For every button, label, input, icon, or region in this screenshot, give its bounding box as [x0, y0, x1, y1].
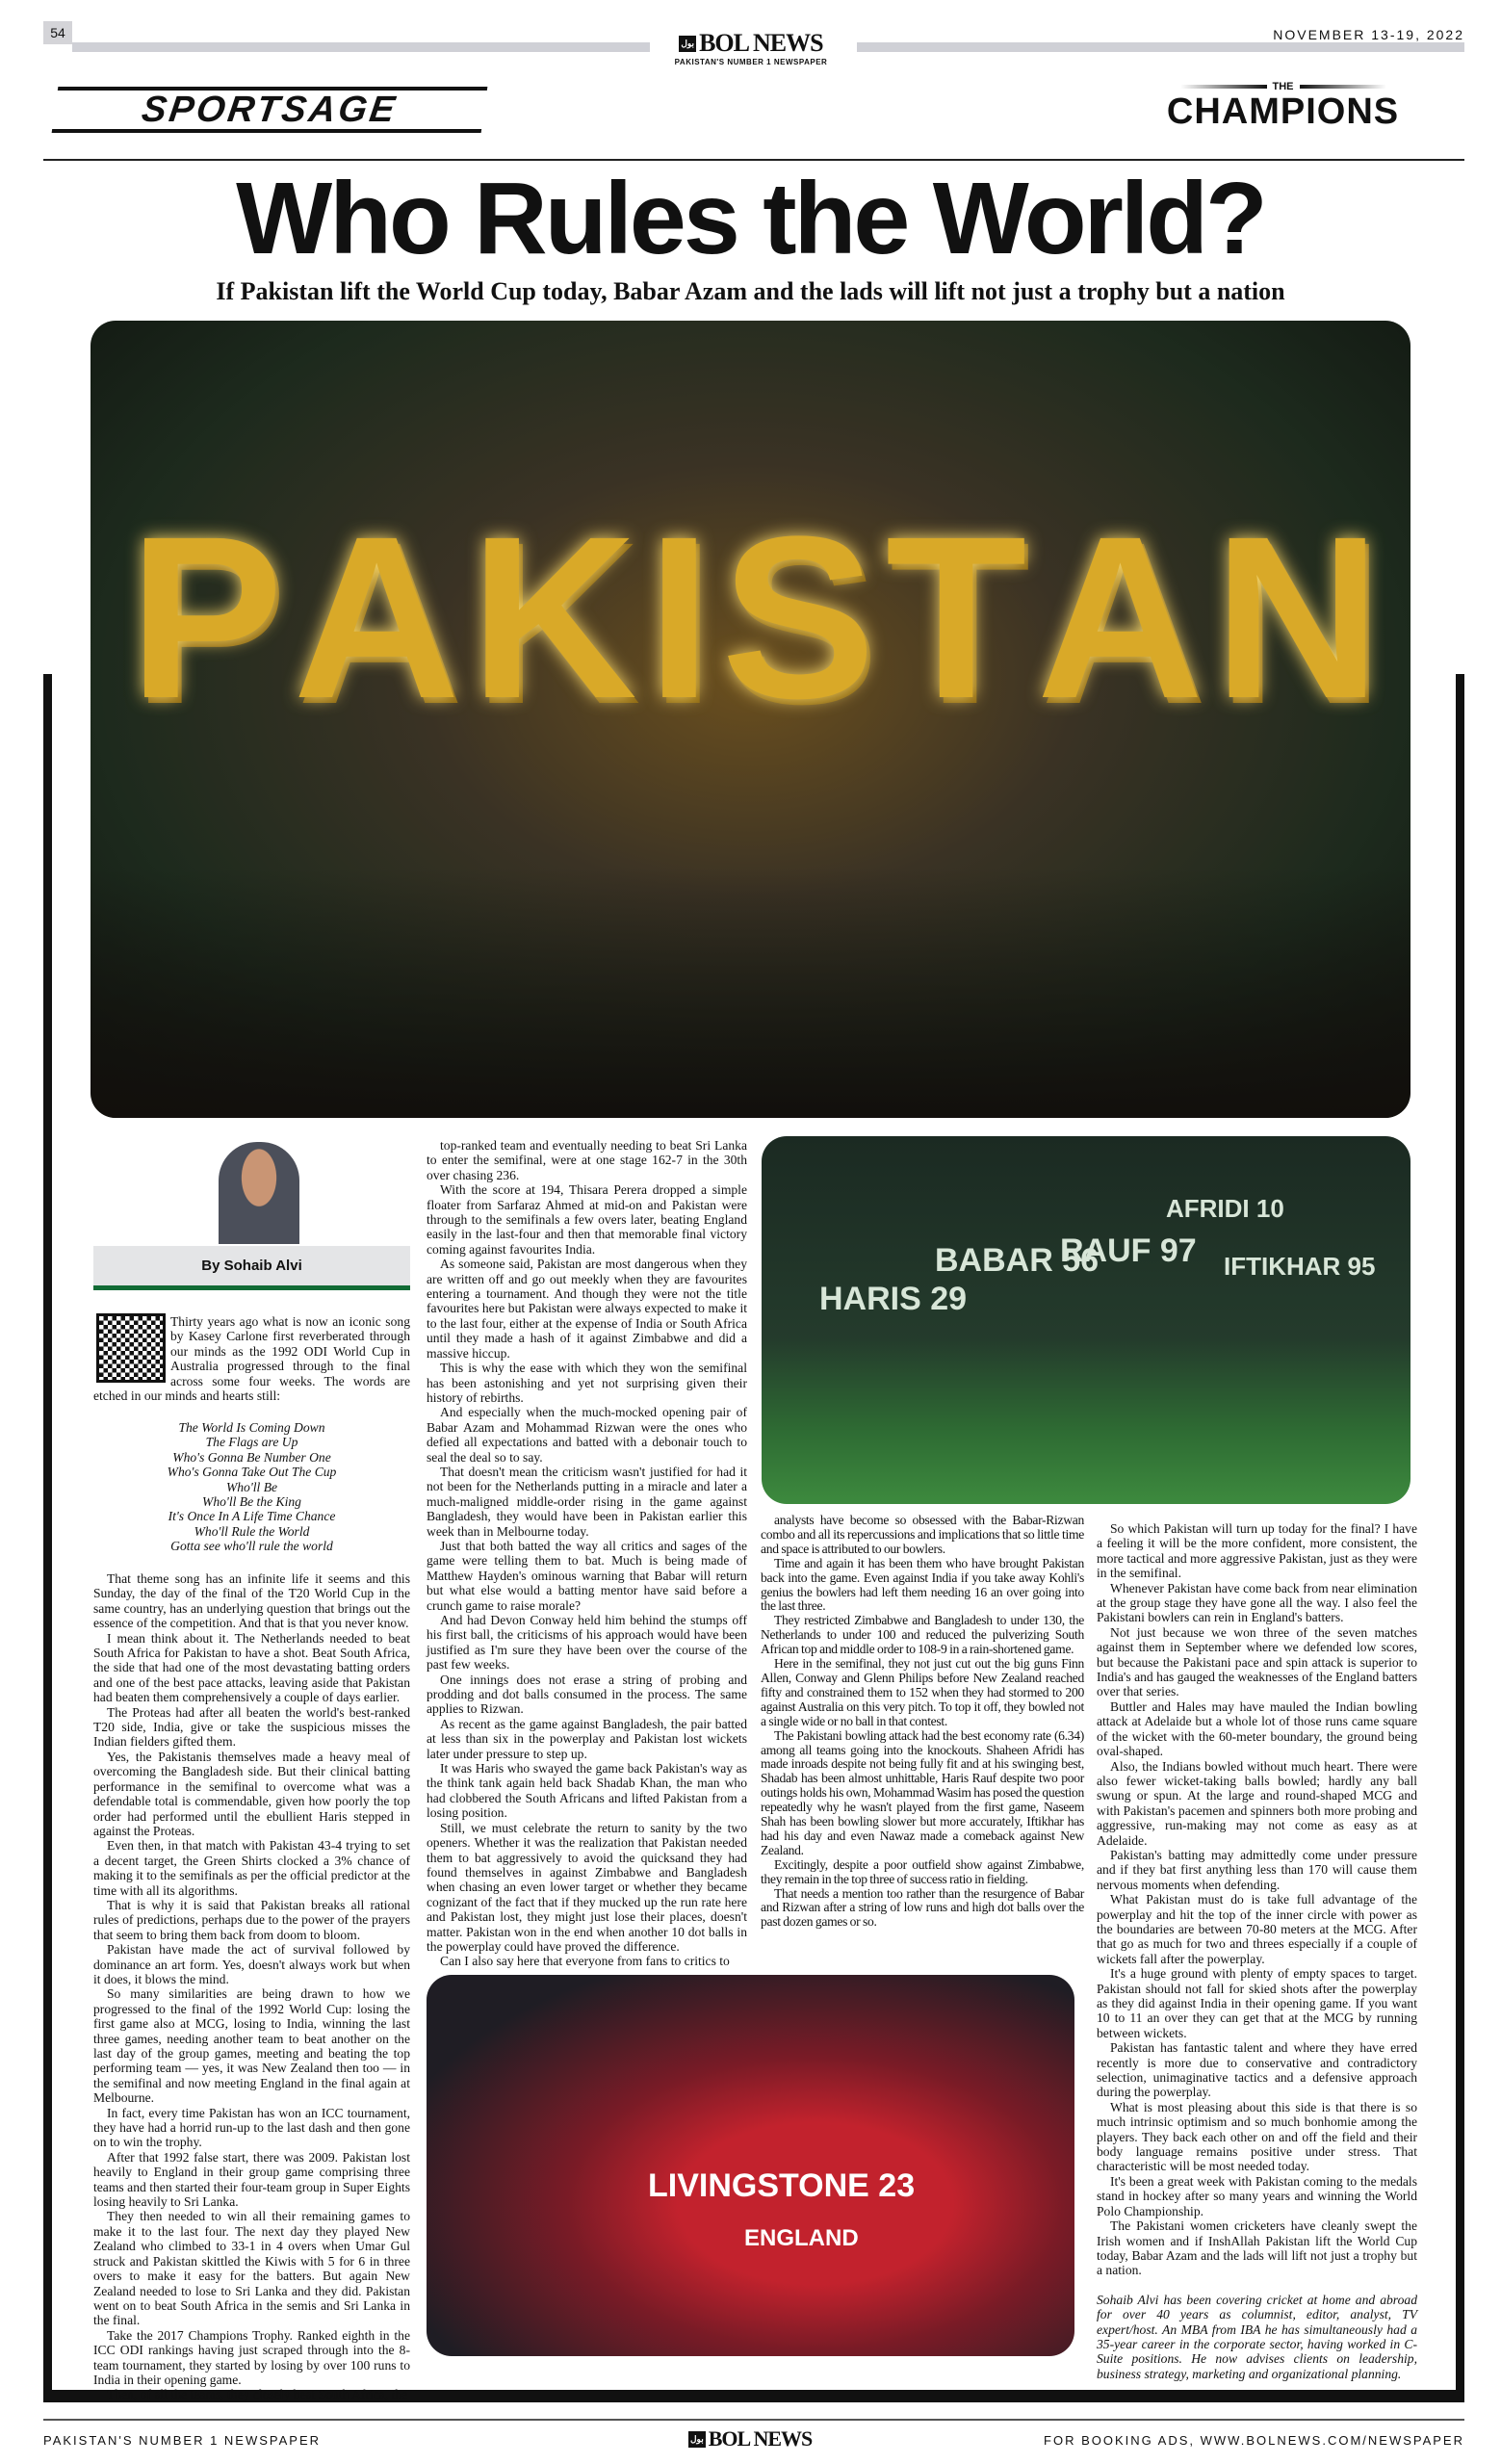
qr-code-icon[interactable] — [96, 1313, 166, 1383]
jersey-text: AFRIDI 10 — [1166, 1194, 1284, 1223]
header-rule-right — [857, 42, 1464, 52]
paragraph: Pakistan has fantastic talent and where they have erred recently is more due to conservative and contradictory selection, unimaginative tactics and a defensive approach during the powerplay. — [1097, 2040, 1417, 2100]
jersey-text: ENGLAND — [744, 2225, 859, 2251]
paragraph: Time and again it has been them who have brought Pakistan back into the game. Even against India if you take away Kohli's genius the bowlers had left them needing 16 an over going into the last three. — [761, 1555, 1084, 1614]
paragraph: Pakistan's batting may admittedly come under pressure and if they bat first anything less than 170 will cause them nervous moments when defending. — [1097, 1847, 1417, 1892]
balloon-letter: T — [885, 488, 1027, 746]
crowd-shade — [91, 868, 1410, 1118]
paragraph: The Pakistani women cricketers have cleanly swept the Irish women and if InshAllah Pakistan lift the World Cup today, Babar Azam and the lads will lift not just a trophy but a nation. — [1097, 2218, 1417, 2278]
paragraph: Can I also say here that everyone from fans to critics to — [440, 1954, 730, 1969]
paragraph: That theme song has an infinite life it seems and this Sunday, the day of the final of the T20 World Cup in the same country, has an underlying question that brings out the essence of the competition. And that is that you never know. — [93, 1571, 410, 1631]
divider — [43, 159, 1464, 161]
footer-tagline: PAKISTAN'S NUMBER 1 NEWSPAPER — [43, 2433, 322, 2448]
paragraph: Take the 2017 Champions Trophy. Ranked eighth in the ICC ODI rankings having just scraped through into the 8-team tournament, they started by losing by over 100 runs to India in their opening game. — [93, 2327, 410, 2387]
lyric-line: The World Is Coming Down — [178, 1420, 325, 1435]
balloon-letter: A — [293, 488, 460, 746]
lyric-line: It's Once In A Life Time Chance — [168, 1509, 336, 1524]
paragraph: As someone said, Pakistan are most dangerous when they are written off and go out meekly when they are favourites entering a tournament. And though they were not the title favourites here but Pakistan were always expected to make it to the last four, either at the expense of India or South Africa until they made a hash of it against Zimbabwe and did a massive hiccup. — [427, 1257, 747, 1361]
paragraph: Then, of all the teams, they closely beat South Africa, the — [107, 2387, 408, 2402]
bol-logo-icon: بول — [688, 2431, 706, 2448]
paragraph: And especially when the much-mocked opening pair of Babar Azam and Mohammad Rizwan were the ones who defied all expectations and batted with a debonair touch to seal the deal so to say. — [427, 1405, 747, 1465]
paragraph: In fact, every time Pakistan has won an ICC tournament, they have had a horrid run-up to the last dash and then gone on to win the trophy. — [93, 2105, 410, 2150]
paragraph: Excitingly, despite a poor outfield show against Zimbabwe, they remain in the top three of success ratio in fielding. — [761, 1856, 1084, 1886]
paragraph: analysts have become so obsessed with the Babar-Rizwan combo and all its repercussions and implications that so little time and space is attributed to our bowlers. — [761, 1513, 1084, 1556]
byline: By Sohaib Alvi — [93, 1246, 410, 1290]
footer-masthead-name: BOL NEWS — [708, 2426, 813, 2451]
paragraph: Yes, the Pakistanis themselves made a heavy meal of overcoming the Bangladesh side. But their clinical batting performance in the semifinal to overcome what was a defendable total is commendable, given how poorly the top order had performed until the ebullient Haris stepped in against the Proteas. — [93, 1749, 410, 1838]
article-column-2 — [427, 1138, 747, 1969]
masthead-tagline: PAKISTAN'S NUMBER 1 NEWSPAPER — [674, 58, 828, 66]
paragraph: The Proteas had after all beaten the world's best-ranked T20 side, India, give or take the suspicious misses the Indian fielders gifted them. — [93, 1704, 410, 1750]
balloon-letters — [129, 484, 1381, 750]
paragraph: Here in the semifinal, they not just cut out the big guns Finn Allen, Conway and Glenn Philips before New Zealand reached fifty and constrained them to 152 when they had stormed to 200 against Australia on this very pitch. To top it off, they bowled not a single wide or no ball in that contest. — [761, 1656, 1084, 1728]
series-name: CHAMPIONS — [1166, 91, 1400, 132]
subheadline: If Pakistan lift the World Cup today, Babar Azam and the lads will lift not just a trophy but a nation — [216, 277, 1285, 305]
author-photo — [219, 1142, 299, 1244]
jersey-text: IFTIKHAR 95 — [1224, 1252, 1376, 1281]
paragraph: With the score at 194, Thisara Perera dropped a simple floater from Sarfaraz Ahmed at mid-on and Pakistan were through to the semifinals a few overs later, beating England easily in the last-four and then that memorable final victory coming against favourites India. — [427, 1182, 747, 1257]
paragraph: Pakistan have made the act of survival followed by dominance an art form. Yes, doesn't always work but when it does, it blows the mind. — [93, 1942, 410, 1986]
lyric-line: Who's Gonna Take Out The Cup — [167, 1465, 337, 1480]
photo-pakistan-team — [762, 1136, 1410, 1504]
paragraph: They then needed to win all their remaining games to make it to the last four. The next day they played New Zealand who climbed to 33-1 in 4 overs when Umar Gul struck and Pakistan skittled the Kiwis with 5 for 6 in three overs to make it easy for the batters. But again New Zealand needed to lose to Sri Lanka and they did. Pakistan went on to beat South Africa in the semis and Sri Lanka in the final. — [93, 2209, 410, 2328]
balloon-letter: P — [129, 488, 284, 746]
jersey-text: LIVINGSTONE 23 — [648, 2167, 916, 2204]
balloon-letter: K — [470, 488, 637, 746]
paragraph: They restricted Zimbabwe and Bangladesh to under 130, the Netherlands to under 100 and reduced the pulverizing South African top and middle order to 108-9 in a rain-shortened game. — [761, 1613, 1084, 1657]
series-logo — [1117, 81, 1449, 131]
issue-date: NOVEMBER 13-19, 2022 — [1273, 27, 1464, 42]
jersey-text: BABAR 56 — [935, 1242, 1100, 1279]
paragraph: What is most pleasing about this side is that there is so much intrinsic optimism and so much bonhomie among the players. They back each other on and off the field and their body language remains positive under stress. That characteristic will be most needed today. — [1097, 2099, 1417, 2174]
masthead-name: BOL NEWS — [699, 29, 823, 57]
footer-ads-link[interactable]: FOR BOOKING ADS, WWW.BOLNEWS.COM/NEWSPAPER — [1044, 2433, 1464, 2448]
headline: Who Rules the World? — [236, 162, 1265, 275]
masthead — [664, 29, 838, 66]
author-bio — [1097, 2293, 1417, 2381]
paragraph: So which Pakistan will turn up today for the final? I have a feeling it will be the more confident, more consistent, the more tactical and more aggressive Pakistan, just as they were in the semifinal. — [1097, 1521, 1417, 1581]
photo-england-team — [427, 1975, 1074, 2356]
paragraph: It was Haris who swayed the game back Pakistan's way as the think tank again held back Shadab Khan, the man who had clobbered the South Africans and lifted Pakistan from a losing position. — [427, 1761, 747, 1821]
article-column-3 — [761, 1514, 1084, 1930]
lyric-line: Who'll Be the King — [202, 1494, 301, 1510]
footer-masthead — [688, 2426, 812, 2451]
paragraph: I mean think about it. The Netherlands needed to beat South Africa for Pakistan to have a shot. Beat South Africa, the side that had one of the most devastating batting orders and one of the best pace attacks, leaving aside that Pakistan had beaten them comprehensively a couple of days earlier. — [93, 1630, 410, 1705]
article-column-1 — [93, 1571, 410, 2402]
balloon-letter: I — [647, 488, 712, 746]
author-bio-text: Sohaib Alvi has been covering cricket at home and abroad for over 40 years as columnist, editor, analyst, TV expert/host. An MBA from IBA he has simultaneously had a 35-year career in the corporate sector, having worked in C-Suite positions. He now advises clients on leadership, business strategy, marketing and organizational planning. — [1097, 2292, 1417, 2381]
section-logo: SPORTSAGE — [52, 87, 488, 133]
paragraph: It's a huge ground with plenty of empty spaces to target. Pakistan should not fall for skied shots after the powerplay as they did against India in their opening game. If you want 10 to 11 an over they can get that at the MCG by running between wickets. — [1097, 1966, 1417, 2040]
lyric-line: Who's Gonna Be Number One — [172, 1449, 331, 1465]
paragraph: Even then, in that match with Pakistan 43-4 trying to set a decent target, the Green Shirts clocked a 3% chance of making it to the semifinals as per the official predictor at the time with all its algorithms. — [93, 1838, 410, 1898]
paragraph: One innings does not erase a string of probing and prodding and dot balls consumed in the process. The same applies to Rizwan. — [427, 1672, 747, 1717]
paragraph: So many similarities are being drawn to how we progressed to the final of the 1992 World Cup: losing the first game also at MCG, losing to India, winning the last three games, needing another team to beat another on the last day of the group games, meeting and beating the top performing team — yes, it was New Zealand then too — in the semifinal and now meeting England in the final again at Melbourne. — [93, 1986, 410, 2106]
balloon-letter: A — [1036, 488, 1204, 746]
paragraph: The Pakistani bowling attack had the best economy rate (6.34) among all teams going into the knockouts. Shaheen Afridi has made inroads despite not being fully fit and at his swinging best, Shadab has been almost unhittable, Haris Rauf despite two poor outings holds his own, Mohammad Wasim has posed the question repeatedly why he wasn't played from the first game, Naseem Shah has been bowling slower but more accurately, Iftikhar has had his day and even Nawaz made a comeback against New Zealand. — [761, 1727, 1084, 1857]
header-rule-left — [72, 42, 650, 52]
lyric-line: The Flags are Up — [205, 1435, 298, 1450]
paragraph: That needs a mention too rather than the resurgence of Babar and Rizwan after a string of low runs and high dot balls over the past dozen games or so. — [761, 1885, 1084, 1930]
paragraph: It's been a great week with Pakistan coming to the medals stand in hockey after so many years and winning the World Polo Championship. — [1097, 2173, 1417, 2218]
paragraph: Not just because we won three of the seven matches against them in September where we defended low scores, but because the Pakistani pace and spin attack is superior to India's and has gauged the weaknesses of the England batters over that series. — [1097, 1624, 1417, 1699]
jersey-text: RAUF 97 — [1060, 1232, 1197, 1269]
paragraph: Buttler and Hales may have mauled the Indian bowling attack at Adelaide but a whole lot of those runs came square of the wicket with the 60-meter boundary, the ground being oval-shaped. — [1097, 1699, 1417, 1759]
paragraph: That is why it is said that Pakistan breaks all rational rules of predictions, perhaps due to the power of the prayers that seem to bring them back from doom to bloom. — [93, 1897, 410, 1942]
balloon-letter: N — [1213, 488, 1381, 746]
balloon-letter: S — [721, 488, 876, 746]
paragraph: Just that both batted the way all critics and sages of the game were telling them to bat. Much is being made of Matthew Hayden's ominous warning that Babar will return but what else would a batting mentor have said before a crunch game to raise morale? — [427, 1538, 747, 1613]
paragraph: What Pakistan must do is take full advantage of the powerplay and hit the top of the inner circle with power as the boundaries are between 70-80 meters at the MCG. After that go as much for two and threes especially if a couple of wickets fall after the powerplay. — [1097, 1892, 1417, 1966]
lyric-line: Gotta see who'll rule the world — [170, 1539, 333, 1554]
paragraph: Whenever Pakistan have come back from near elimination at the group stage they have gone all the way. I also feel the Pakistani bowlers can rein in England's batters. — [1097, 1580, 1417, 1625]
paragraph: Also, the Indians bowled without much heart. There were also fewer wicket-taking balls bowled; hardly any ball swung or spun. At the large and round-shaped MCG and with Pakistan's pacemen and spinners both more probing and aggressive, run-making may not come as easy as at Adelaide. — [1097, 1758, 1417, 1848]
hero-photo-pakistan-fans — [91, 321, 1410, 1118]
article-column-4 — [1097, 1521, 1417, 2381]
jersey-text: HARIS 29 — [819, 1281, 968, 1317]
page-number: 54 — [43, 21, 72, 44]
paragraph: That doesn't mean the criticism wasn't justified for had it not been for the Netherlands putting in a miracle and later a much-maligned middle-order rising in the game against Bangladesh, they would have been in Pakistan earlier this week than in Melbourne today. — [427, 1464, 747, 1539]
lyric-line: Who'll Rule the World — [194, 1523, 310, 1539]
footer-rule — [43, 2419, 1464, 2421]
paragraph: After that 1992 false start, there was 2009. Pakistan lost heavily to England in their group game comprising three teams and then started their four-team group in Super Eights losing heavily to Sri Lanka. — [93, 2149, 410, 2210]
paragraph: This is why the ease with which they won the semifinal has been astonishing and yet not surprising given their history of rebirths. — [427, 1361, 747, 1405]
series-prefix: THE — [1117, 81, 1449, 92]
bol-logo-icon: بول — [679, 36, 696, 52]
intro-paragraph: Thirty years ago what is now an iconic song by Kasey Carlone first reverberated through our minds as the 1992 ODI World Cup in Australia progressed through to the final across some four weeks. The words are etched in our minds and hearts still: — [93, 1314, 410, 1404]
paragraph: And had Devon Conway held him behind the stumps off his first ball, the criticisms of his approach would have been justified as I'm sure they have been over the course of the past few weeks. — [427, 1613, 747, 1673]
lyric-line: Who'll Be — [225, 1479, 278, 1494]
paragraph: top-ranked team and eventually needing to beat Sri Lanka to enter the semifinal, were at one stage 162-7 in the 30th over chasing 236. — [427, 1138, 747, 1182]
song-lyrics — [93, 1420, 410, 1554]
paragraph: As recent as the game against Bangladesh, the pair batted at less than six in the powerplay and Pakistan lost wickets later under pressure to step up. — [427, 1716, 747, 1761]
paragraph: Still, we must celebrate the return to sanity by the two openers. Whether it was the realization that Pakistan needed them to bat aggressively to avoid the quicksand they had found themselves in against Zimbabwe and Bangladesh when chasing an even lower target or whether they became cognizant of the fact that if they mucked up the run rate here and Pakistan lost, they might just lose their places, doesn't matter. Pakistan won in the end when another 10 dot balls in the powerplay could have proved the difference. — [427, 1820, 747, 1954]
